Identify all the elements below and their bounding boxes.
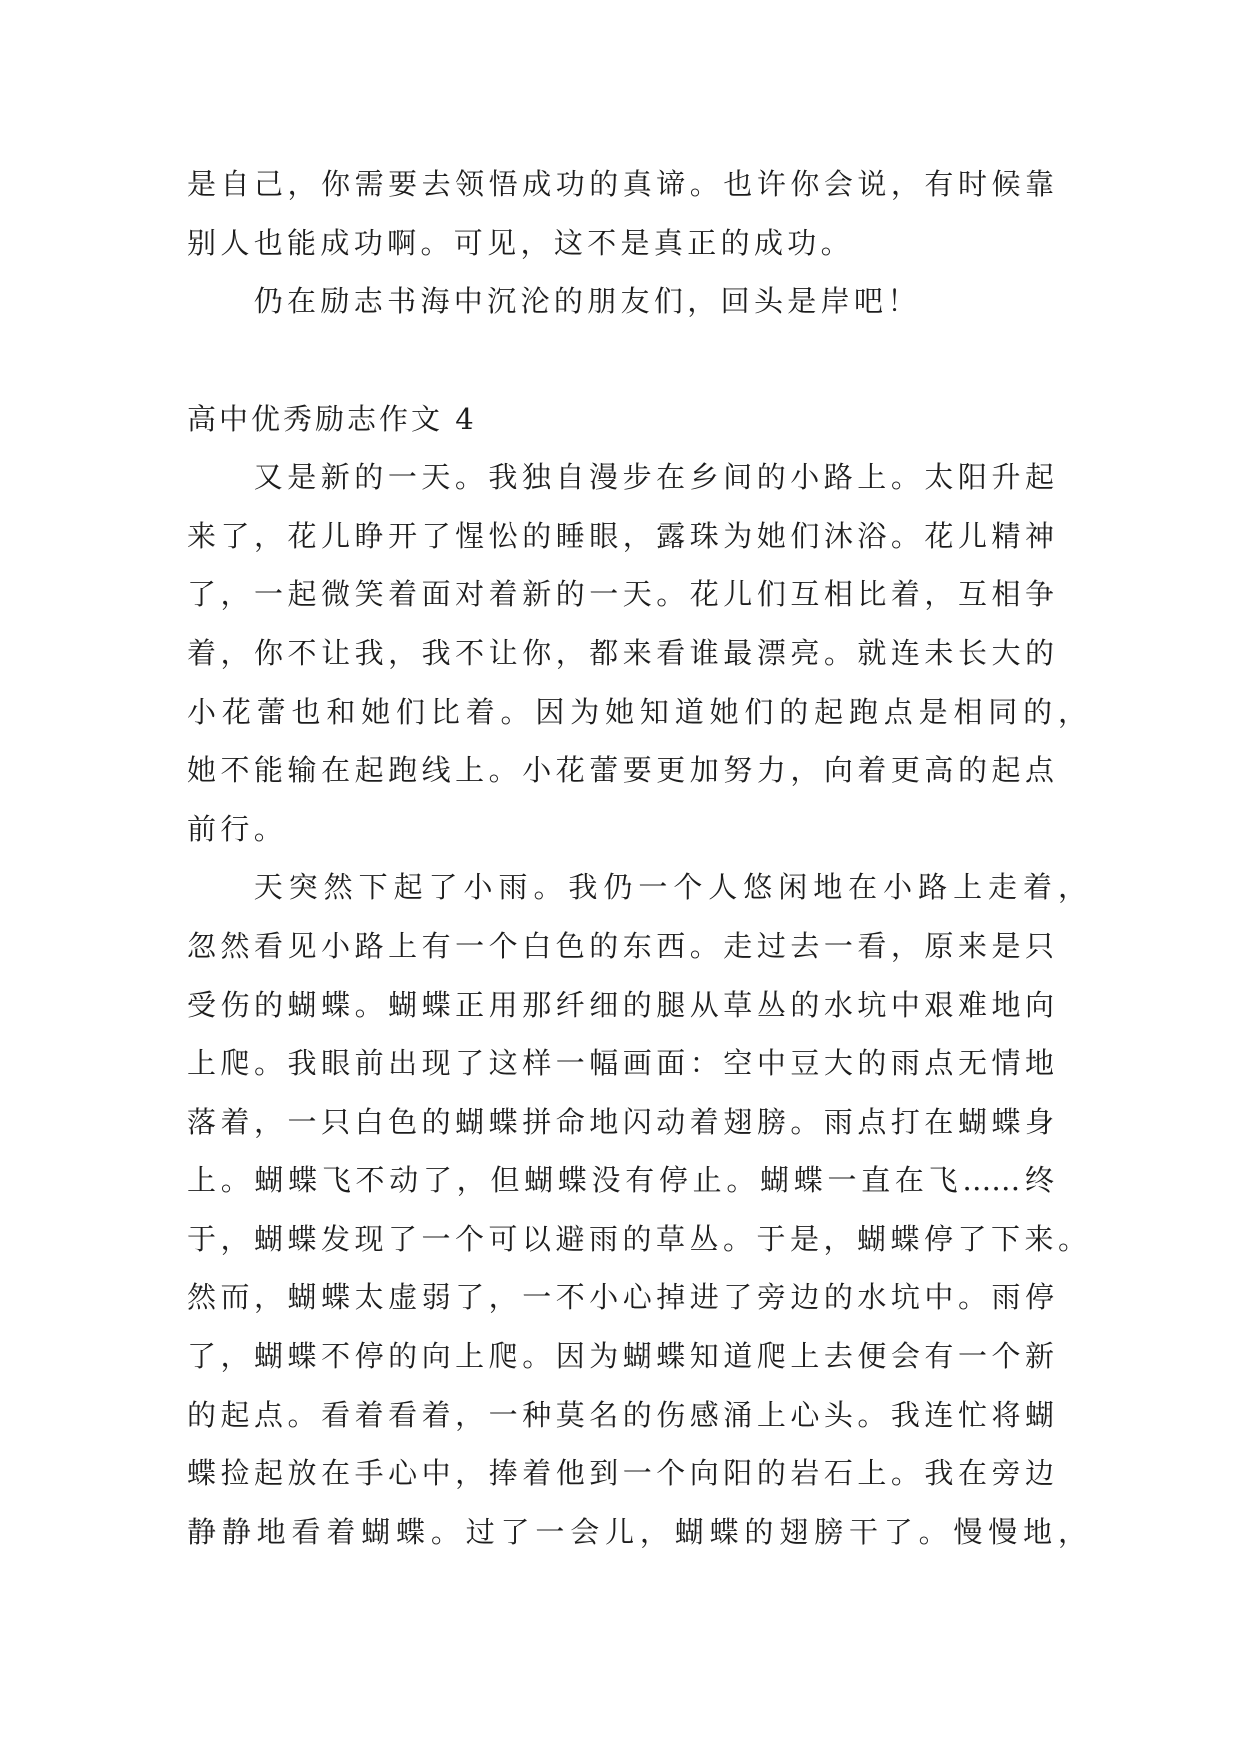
paragraph-closing [187,272,1087,331]
text-line: 了，一起微笑着面对着新的一天。花儿们互相比着，互相争 [187,577,1054,612]
text-line: 的起点。看着看着，一种莫名的伤感涌上心头。我连忙将蝴 [187,1397,1054,1432]
body-text [187,155,1087,1561]
text-line: 着，你不让我，我不让你，都来看谁最漂亮。就连未长大的 [187,635,1054,670]
text-line: 然而，蝴蝶太虚弱了，一不小心掉进了旁边的水坑中。雨停 [187,1280,1054,1315]
text-line: 受伤的蝴蝶。蝴蝶正用那纤细的腿从草丛的水坑中艰难地向 [187,987,1054,1022]
text-line: 又是新的一天。我独自漫步在乡间的小路上。太阳升起 [253,460,1054,495]
text-line: 来了，花儿睁开了惺忪的睡眼，露珠为她们沐浴。花儿精神 [187,518,1054,553]
paragraph [187,858,1087,1561]
paragraph-continued [187,155,1087,272]
paragraph-spacer [187,331,1087,390]
essay-title: 高中优秀励志作文 4 [187,401,477,436]
paragraph [187,448,1087,858]
text-line: 上爬。我眼前出现了这样一幅画面：空中豆大的雨点无情地 [187,1046,1054,1081]
text-line: 是自己，你需要去领悟成功的真谛。也许你会说，有时候靠 [187,167,1054,202]
text-line: 小花蕾也和她们比着。因为她知道她们的起跑点是相同的， [187,694,1087,729]
text-line: 静静地看着蝴蝶。过了一会儿，蝴蝶的翅膀干了。慢慢地， [187,1514,1087,1549]
text-line: 蝶捡起放在手心中，捧着他到一个向阳的岩石上。我在旁边 [187,1456,1054,1491]
text-line: 上。蝴蝶飞不动了，但蝴蝶没有停止。蝴蝶一直在飞……终 [187,1163,1054,1198]
text-line: 忽然看见小路上有一个白色的东西。走过去一看，原来是只 [187,928,1054,963]
text-line: 于，蝴蝶发现了一个可以避雨的草丛。于是，蝴蝶停了下来。 [187,1221,1087,1256]
text-line: 别人也能成功啊。可见，这不是真正的成功。 [187,225,855,260]
text-line: 前行。 [187,811,288,846]
text-line: 落着，一只白色的蝴蝶拼命地闪动着翅膀。雨点打在蝴蝶身 [187,1104,1054,1139]
text-line: 天突然下起了小雨。我仍一个人悠闲地在小路上走着， [253,870,1087,905]
text-line: 她不能输在起跑线上。小花蕾要更加努力，向着更高的起点 [187,753,1054,788]
text-line: 仍在励志书海中沉沦的朋友们，回头是岸吧！ [253,284,921,319]
text-line: 了，蝴蝶不停的向上爬。因为蝴蝶知道爬上去便会有一个新 [187,1339,1054,1374]
